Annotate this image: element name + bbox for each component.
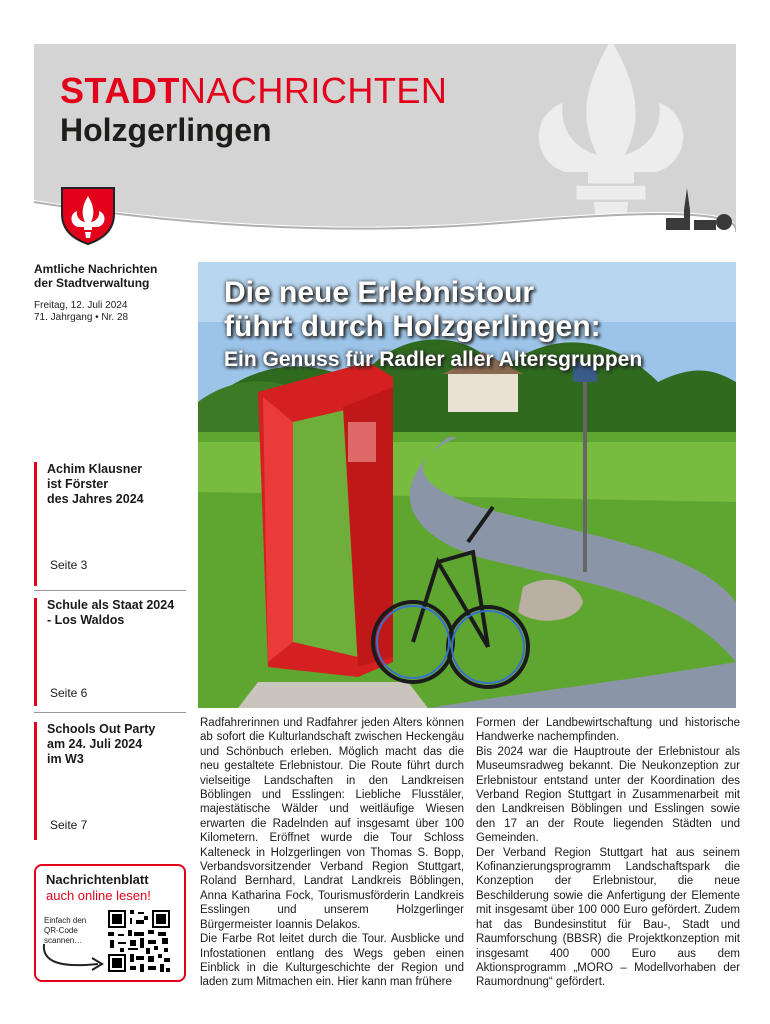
curved-arrow-icon [40, 942, 110, 972]
issue-info [34, 300, 184, 324]
teaser-title [47, 722, 197, 767]
title-thin: NACHRICHTEN [179, 70, 448, 111]
title-bold: STADT [60, 70, 180, 111]
newspaper-title [60, 70, 447, 112]
city-coat-of-arms-icon [56, 184, 120, 246]
issue-date: Freitag, 12. Juli 2024 [34, 300, 128, 311]
official-notice [34, 262, 184, 290]
teaser-title-line: - Los Waldos [47, 613, 125, 627]
teaser-title-line: am 24. Juli 2024 [47, 737, 143, 751]
article-paragraph: Der Verband Region Stuttgart hat aus seinem Kofinanzierungsprogramm Landschaftspark die Konzeption der Erlebnistour, die neue Beschilderung sowie die Anfertigung der Elemente mit insgesamt über 100 000 Euro gefördert. Zudem hat das Bundesinstitut für Bau-, Stadt und Raumforschung (BBSR) die Projektkonzeption mit insgesamt 400 000 Euro aus dem Aktionsprogramm „MORO – Modellvorhaben der Raumordnung“ gefördert. [476, 846, 740, 989]
teaser-school-state[interactable] [34, 598, 197, 706]
article-paragraph: Radfahrerinnen und Radfahrer jeden Alters können ab sofort die Kulturlandschaft zwischen Heckengäu und Schönbuch erleben. Möglich macht das die neu gestaltete Erlebnistour. Die Route führt durch vielseitige Landschaften in den Landkreisen Böblingen und Esslingen: Liebliche Flusstäler, majestätische Wälder und weitläufige Wiesen erwarten die Radelnden auf insgesamt über 100 Kilometern. Eröffnet wurde die Tour Schloss Kalteneck in Holzgerlingen von Thomas S. Bopp, Verbandsvorsitzender Verband Region Stuttgart, Roland Bernhard, Landrat Landkreis Böblingen, Anna Katharina Fock, Tourismusförderin Landkreis Esslingen und unserem Holzgerlinger Bürgermeister Ioannis Delakos. [200, 717, 464, 931]
online-box-title: Nachrichtenblatt [46, 872, 149, 887]
teaser-schools-out-party[interactable] [34, 722, 197, 840]
qr-hint-line: QR-Code [44, 926, 78, 935]
teaser-title-line: Schools Out Party [47, 722, 156, 736]
qr-hint-line: Einfach den [44, 916, 87, 925]
teaser-divider [34, 590, 186, 591]
hero-photo [198, 262, 736, 708]
hero-headline [224, 276, 601, 344]
teaser-title-line: Achim Klausner [47, 462, 143, 476]
hero-headline-line1: Die neue Erlebnistour [224, 276, 535, 309]
teaser-page: Seite 6 [50, 686, 88, 700]
article-paragraph: Die Farbe Rot leitet durch die Tour. Ausblicke und Infostationen entlang des Wegs geben einen Einblick in die Kulturgeschichte der Region und laden zum Mitmachen ein. Hier kann man frühere [200, 933, 464, 989]
masthead-info [34, 262, 184, 324]
qr-code-icon[interactable] [106, 908, 172, 974]
teaser-title [47, 462, 197, 507]
header-wave [34, 180, 736, 250]
city-name: Holzgerlingen [60, 112, 272, 148]
online-box-subtitle: auch online lesen! [46, 888, 151, 903]
hero-subheadline: Ein Genuss für Radler aller Altersgruppen [224, 348, 643, 371]
read-online-box[interactable] [34, 864, 186, 982]
issue-number: 71. Jahrgang • Nr. 28 [34, 312, 129, 323]
hero-headline-line2: führt durch Holzgerlingen: [224, 310, 601, 343]
teaser-title-line: ist Förster [47, 477, 109, 491]
article-column-2 [476, 716, 740, 990]
article-column-1 [200, 716, 464, 990]
teaser-divider [34, 712, 186, 713]
article-paragraph: Formen der Landbewirtschaftung und historische Handwerke nachempfinden. [476, 717, 740, 744]
teaser-title-line: Schule als Staat 2024 [47, 598, 175, 612]
teaser-page: Seite 3 [50, 558, 88, 572]
official-line1: Amtliche Nachrichten [34, 262, 158, 276]
qr-hint-line: scannen… [44, 936, 83, 945]
masthead-banner [34, 44, 736, 250]
teaser-forester[interactable] [34, 462, 197, 586]
official-line2: der Stadtverwaltung [34, 276, 150, 290]
article-paragraph: Bis 2024 war die Hauptroute der Erlebnistour als Museumsradweg bekannt. Die Neukonzeption zur Erlebnistour entstand unter der Koordination des Verband Region Stuttgart in Zusammenarbeit mit den Landkreisen Böblingen und Esslingen sowie den 17 an der Route liegenden Städten und Gemeinden. [476, 745, 740, 845]
teaser-title [47, 598, 197, 628]
teaser-title-line: des Jahres 2024 [47, 492, 144, 506]
teaser-page: Seite 7 [50, 818, 88, 832]
teaser-title-line: im W3 [47, 752, 84, 766]
